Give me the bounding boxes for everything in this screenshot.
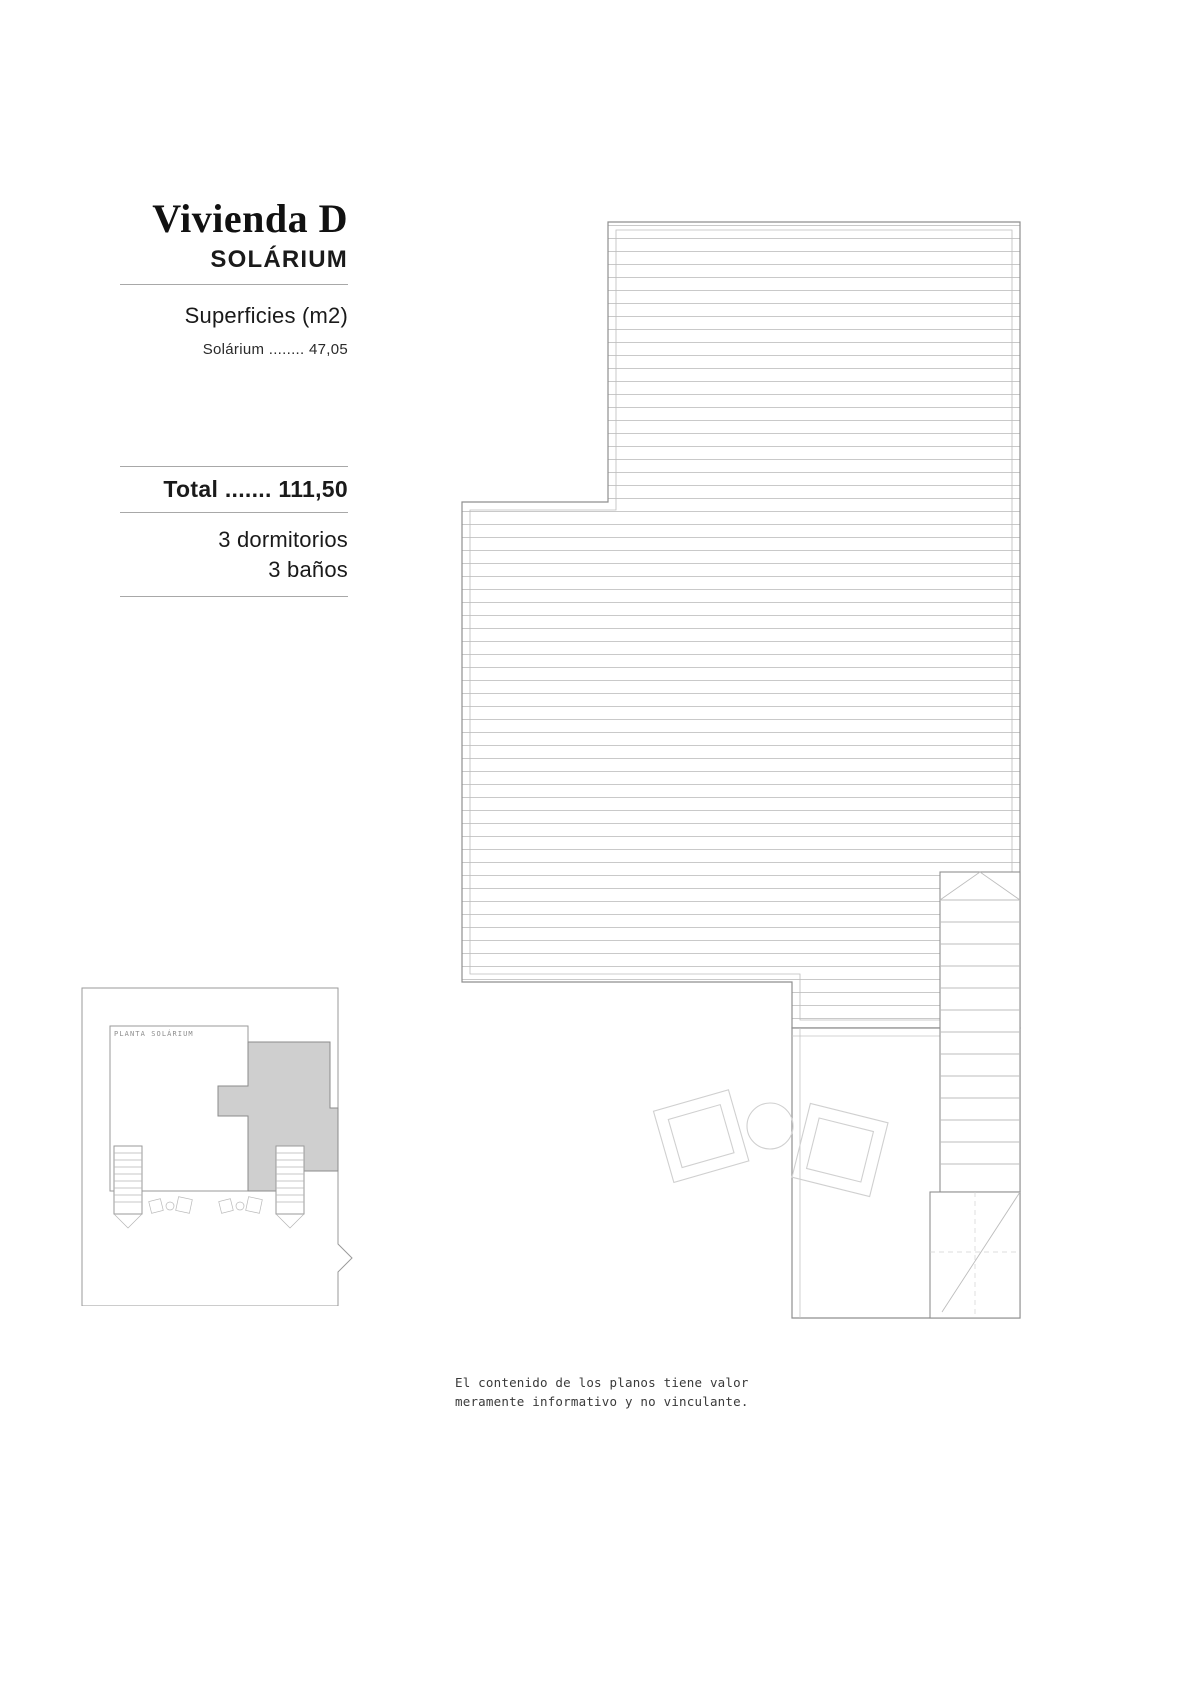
disclaimer-line-1: El contenido de los planos tiene valor — [455, 1375, 749, 1390]
divider-under-subtitle — [120, 284, 348, 285]
round-side-table — [747, 1103, 793, 1149]
keyplan-stair-left — [114, 1146, 142, 1214]
surface-value: 47,05 — [308, 341, 348, 358]
info-panel — [120, 198, 348, 597]
total-block — [120, 466, 348, 513]
disclaimer-line-2: meramente informativo y no vinculante. — [455, 1394, 749, 1410]
room-row-bathrooms: 3 baños — [268, 557, 348, 583]
keyplan-furniture-left — [149, 1197, 193, 1214]
total-row — [120, 467, 348, 512]
disclaimer — [455, 1373, 915, 1412]
divider-below-rooms — [120, 596, 348, 597]
staircase-group — [930, 872, 1020, 1318]
rooms-block — [120, 513, 348, 597]
lounge-chair-left — [653, 1090, 748, 1183]
surface-row — [120, 341, 348, 358]
keyplan-label: PLANTA SOLÁRIUM — [114, 1030, 194, 1038]
surface-label: Solárium ........ — [202, 341, 305, 358]
keyplan — [80, 986, 370, 1306]
keyplan-stair-right — [276, 1146, 304, 1214]
room-row-bedrooms: 3 dormitorios — [218, 527, 348, 552]
page-title: Vivienda D — [152, 196, 348, 241]
plan-subtitle: SOLÁRIUM — [210, 246, 348, 273]
total-value: 111,50 — [278, 476, 348, 502]
keyplan-stair-right-arrow — [276, 1214, 304, 1228]
keyplan-stair-left-arrow — [114, 1214, 142, 1228]
main-floorplan-svg — [440, 200, 1080, 1350]
surfaces-heading: Superficies (m2) — [184, 303, 348, 328]
main-floorplan — [440, 200, 1080, 1350]
keyplan-furniture-right — [219, 1197, 263, 1214]
solarium-deck-group — [462, 222, 1020, 1028]
total-label: Total ....... — [163, 476, 272, 502]
solarium-deck-outline — [462, 222, 1020, 1028]
